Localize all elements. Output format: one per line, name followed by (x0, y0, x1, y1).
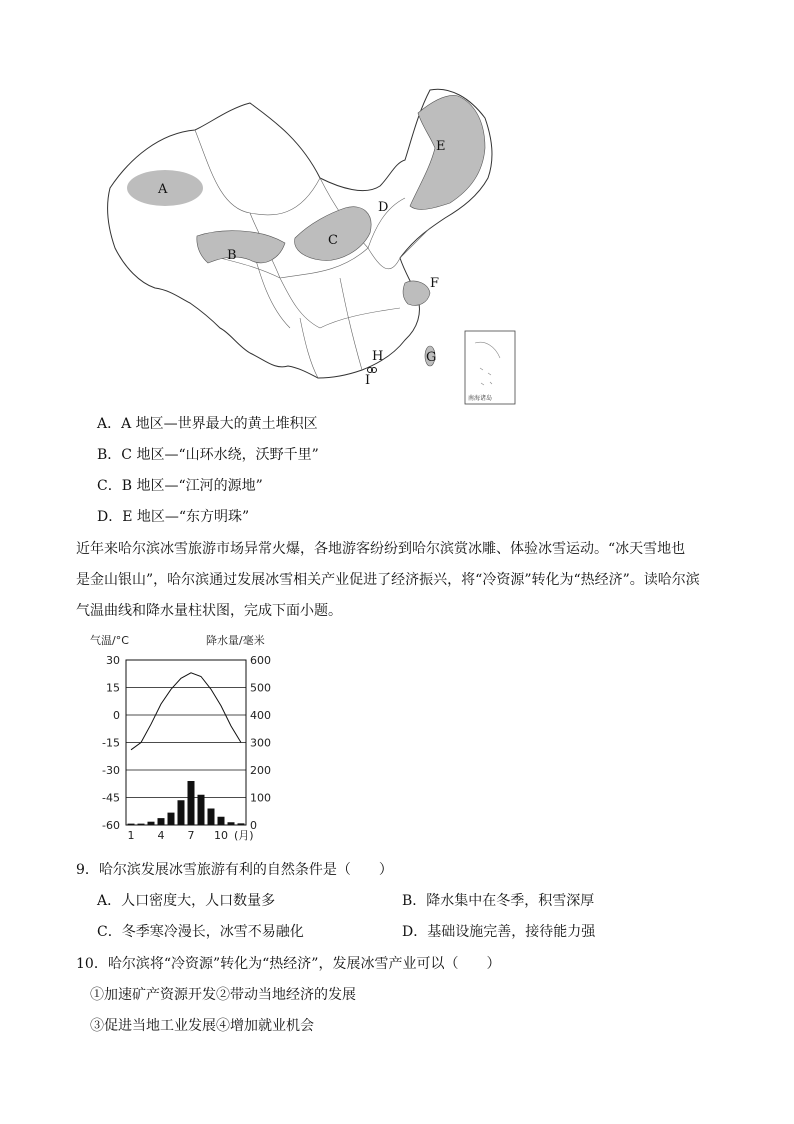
left-tick-label: 15 (106, 681, 120, 695)
china-map (100, 78, 530, 408)
q9-option-b: B．降水集中在冬季，积雪深厚 (402, 893, 595, 909)
left-axis-label: 气温/°C (90, 634, 129, 647)
precip-bar (198, 795, 205, 825)
precip-bar (128, 824, 135, 825)
climate-chart (88, 630, 288, 845)
q9-option-d: D．基础设施完善，接待能力强 (402, 924, 596, 940)
map-label-a: A (158, 182, 168, 197)
map-label-f: F (430, 276, 440, 291)
q10-line-2: ③促进当地工业发展④增加就业机会 (90, 1018, 314, 1034)
right-axis-label: 降水量/毫米 (206, 634, 265, 647)
left-tick-label: -60 (102, 819, 120, 832)
temperature-curve (131, 673, 241, 750)
left-tick-label: -45 (102, 791, 120, 805)
option-c: C．B 地区—“江河的源地” (97, 478, 263, 494)
right-tick-label: 400 (250, 709, 271, 722)
q9-option-a: A．人口密度大，人口数量多 (97, 893, 276, 909)
option-d: D．E 地区—“东方明珠” (97, 509, 250, 525)
option-b: B．C 地区—“山环水绕，沃野千里” (97, 447, 319, 463)
region-f (403, 281, 430, 305)
x-tick-label: 10 (214, 829, 228, 842)
map-label-b: B (227, 248, 237, 263)
precip-bar (188, 781, 195, 825)
map-label-h: H (372, 349, 384, 364)
precip-bar (208, 809, 215, 826)
x-tick-label: 1 (127, 829, 135, 842)
precip-bar (238, 823, 245, 825)
x-tick-label: 4 (157, 829, 165, 842)
left-tick-label: -30 (102, 764, 120, 777)
x-unit-label: (月) (234, 829, 254, 842)
right-tick-label: 0 (250, 819, 257, 832)
precip-bar (168, 813, 175, 825)
precip-bar (228, 822, 235, 825)
left-tick-label: 30 (106, 654, 120, 667)
precip-bar (178, 800, 185, 825)
left-tick-label: -15 (102, 736, 120, 750)
precip-bar (158, 818, 165, 825)
intro-line-3: 气温曲线和降水量柱状图，完成下面小题。 (76, 603, 342, 619)
option-a: A．A 地区—世界最大的黄土堆积区 (97, 416, 318, 432)
map-label-i: I (365, 373, 371, 388)
right-tick-label: 300 (250, 736, 271, 750)
right-tick-label: 200 (250, 764, 271, 777)
inset-caption: 南海诸岛 (468, 395, 493, 402)
right-tick-label: 600 (250, 654, 271, 667)
q9-option-c: C．冬季寒冷漫长，冰雪不易融化 (97, 924, 304, 940)
south-sea-inset (465, 331, 515, 404)
q10-stem: 10．哈尔滨将“冷资源”转化为“热经济”，发展冰雪产业可以（ ） (76, 956, 501, 972)
intro-line-1: 近年来哈尔滨冰雪旅游市场异常火爆，各地游客纷纷到哈尔滨赏冰雕、体验冰雪运动。“冰天雪地也 (76, 541, 686, 557)
precip-bar (148, 822, 155, 825)
map-label-e: E (436, 139, 446, 154)
right-tick-label: 500 (250, 681, 271, 695)
intro-line-2: 是金山银山”，哈尔滨通过发展冰雪相关产业促进了经济振兴，将“冷资源”转化为“热经济”。读哈尔滨 (76, 572, 700, 588)
left-tick-label: 0 (113, 709, 120, 722)
map-label-d: D (378, 200, 389, 215)
map-label-g: G (426, 350, 437, 365)
map-label-c: C (328, 233, 338, 248)
right-tick-label: 100 (250, 791, 271, 805)
precip-bar (218, 817, 225, 825)
precip-bar (138, 824, 145, 825)
q10-line-1: ①加速矿产资源开发②带动当地经济的发展 (90, 987, 356, 1003)
x-tick-label: 7 (187, 829, 195, 842)
q9-stem: 9．哈尔滨发展冰雪旅游有利的自然条件是（ ） (76, 862, 393, 878)
